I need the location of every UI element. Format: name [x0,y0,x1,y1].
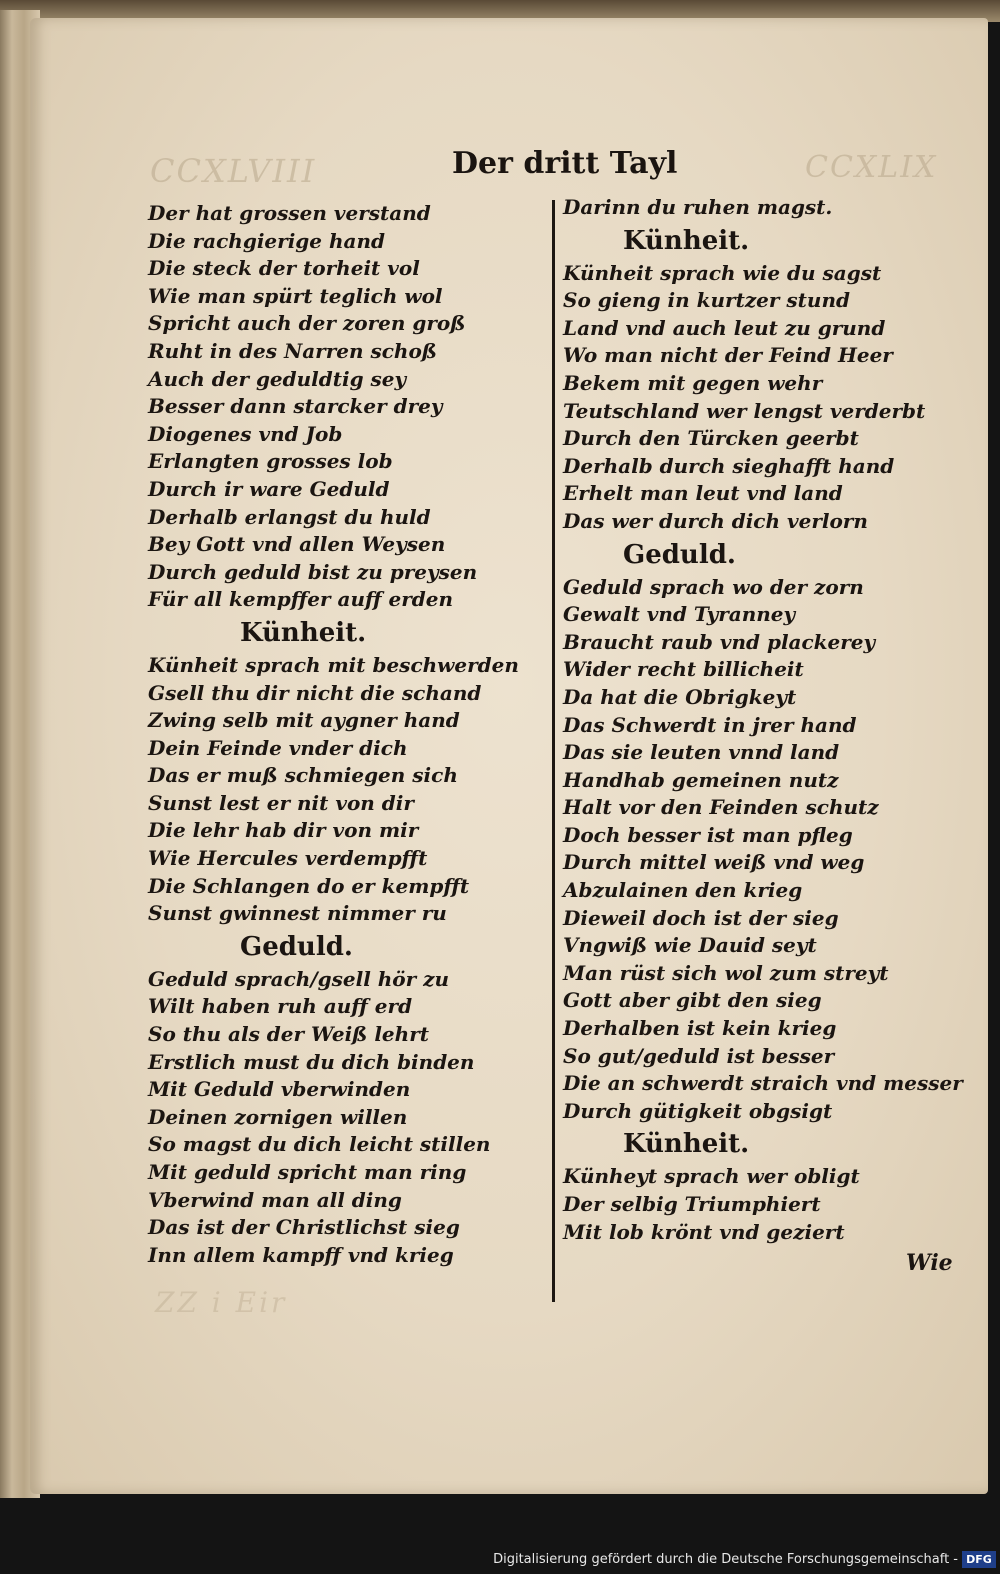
verse-line: Mit Geduld vberwinden [148,1077,411,1102]
verse-line: Durch mittel weiß vnd weg [563,850,865,875]
verse-line: Wie Hercules verdempfft [148,846,428,871]
verse-line: Spricht auch der zoren groß [148,311,466,336]
verse-line: Vngwiß wie Dauid seyt [563,933,817,958]
verse-line: Da hat die Obrigkeyt [563,684,797,709]
verse-line: Man rüst sich wol zum streyt [563,960,889,985]
verse-line: Wie man spürt teglich wol [148,283,443,308]
verse-line: Die Schlangen do er kempfft [148,873,470,898]
verse-line: Erstlich must du dich binden [148,1049,475,1074]
catchword: Wie [906,1250,953,1276]
verse-line: Mit lob krönt vnd geziert [563,1219,845,1244]
show-through-header-right: CCXLIX [805,150,938,185]
section-heading: Geduld. [240,931,353,962]
verse-line: Der selbig Triumphiert [563,1192,821,1216]
verse-line: Inn allem kampff vnd krieg [148,1242,454,1267]
column-divider-rule [552,200,555,1302]
verse-line: Das sie leuten vnnd land [563,740,840,765]
section-heading: Künheit. [623,225,750,256]
verse-line: Derhalb durch sieghafft hand [563,453,895,478]
verse-line: Deinen zornigen willen [148,1104,408,1129]
verse-line: Das Schwerdt in jrer hand [563,712,857,737]
verse-line: Die rachgierige hand [148,228,385,253]
verse-line: Die lehr hab dir von mir [148,818,419,843]
verse-line: Diogenes vnd Job [148,421,343,446]
footer-bar [0,1548,1000,1574]
verse-line: Künheyt sprach wer obligt [563,1164,860,1189]
verse-line: Derhalben ist kein krieg [563,1016,837,1041]
right-text-column [563,194,963,1246]
verse-line: Künheit sprach wie du sagst [563,260,882,285]
verse-line: Erhelt man leut vnd land [563,481,843,506]
verse-line: Durch den Türcken geerbt [563,426,859,451]
section-heading: Künheit. [240,617,367,648]
verse-line: So gieng in kurtzer stund [563,288,850,313]
verse-line: Abzulainen den krieg [563,878,803,903]
verse-line: Das wer durch dich verlorn [563,508,868,533]
verse-line: Derhalb erlangst du huld [148,504,431,529]
verse-line: Die steck der torheit vol [148,256,420,281]
verse-line: So magst du dich leicht stillen [148,1132,491,1157]
verse-line: Wider recht billicheit [563,657,804,682]
verse-line: Mit geduld spricht man ring [148,1160,467,1184]
verse-line: Zwing selb mit aygner hand [148,708,460,733]
verse-line: Dieweil doch ist der sieg [563,905,839,930]
verse-line: Geduld sprach wo der zorn [563,574,864,599]
verse-line: Land vnd auch leut zu grund [563,315,886,340]
verse-line: Das ist der Christlichst sieg [148,1215,460,1240]
verse-line: Das er muß schmiegen sich [148,763,458,788]
verse-line: Sunst lest er nit von dir [148,790,414,815]
verse-line: Teutschland wer lengst verderbt [563,398,926,423]
verse-line: Darinn du ruhen magst. [563,195,833,219]
verse-line: Ruht in des Narren schoß [148,338,437,363]
verse-line: So gut/geduld ist besser [563,1043,835,1068]
verse-line: Erlangten grosses lob [148,449,393,474]
verse-line: Dein Feinde vnder dich [148,735,408,760]
verse-line: Handhab gemeinen nutz [563,767,839,792]
verse-line: Durch geduld bist zu preysen [148,559,478,584]
verse-line: Gsell thu dir nicht die schand [148,680,482,705]
verse-line: Künheit sprach mit beschwerden [148,652,519,677]
verse-line: Durch ir ware Geduld [148,476,390,501]
running-head: Der dritt Tayl [452,146,678,181]
show-through-header-left: CCXLVIII [150,152,317,190]
left-text-column [148,200,528,1269]
verse-line: Die an schwerdt straich vnd messer [563,1071,963,1096]
verse-line: Bey Gott vnd allen Weysen [148,532,446,557]
verse-line: Halt vor den Feinden schutz [563,795,879,820]
section-heading: Künheit. [623,1129,750,1160]
verse-line: Vberwind man all ding [148,1187,402,1212]
verse-line: Besser dann starcker drey [148,394,443,419]
verse-line: Sunst gwinnest nimmer ru [148,901,447,926]
verse-line: So thu als der Weiß lehrt [148,1022,429,1047]
show-through-footer: ZZ i Eir [155,1286,288,1319]
verse-line: Gewalt vnd Tyranney [563,602,796,627]
verse-line: Durch gütigkeit obgsigt [563,1098,833,1123]
verse-line: Geduld sprach/gsell hör zu [148,966,450,991]
verse-line: Braucht raub vnd plackerey [563,629,876,654]
verse-line: Wo man nicht der Feind Heer [563,343,893,368]
verse-line: Gott aber gibt den sieg [563,988,822,1013]
verse-line: Wilt haben ruh auff erd [148,994,413,1019]
verse-line: Doch besser ist man pfleg [563,822,853,847]
funding-credit: Digitalisierung gefördert durch die Deutsche Forschungsgemeinschaft - [493,1552,958,1567]
verse-line: Der hat grossen verstand [148,201,431,225]
verse-line: Bekem mit gegen wehr [563,370,823,395]
dfg-logo: DFG [962,1551,996,1568]
section-heading: Geduld. [623,539,736,570]
verse-line: Auch der geduldtig sey [148,366,407,391]
verse-line: Für all kempffer auff erden [148,587,454,612]
